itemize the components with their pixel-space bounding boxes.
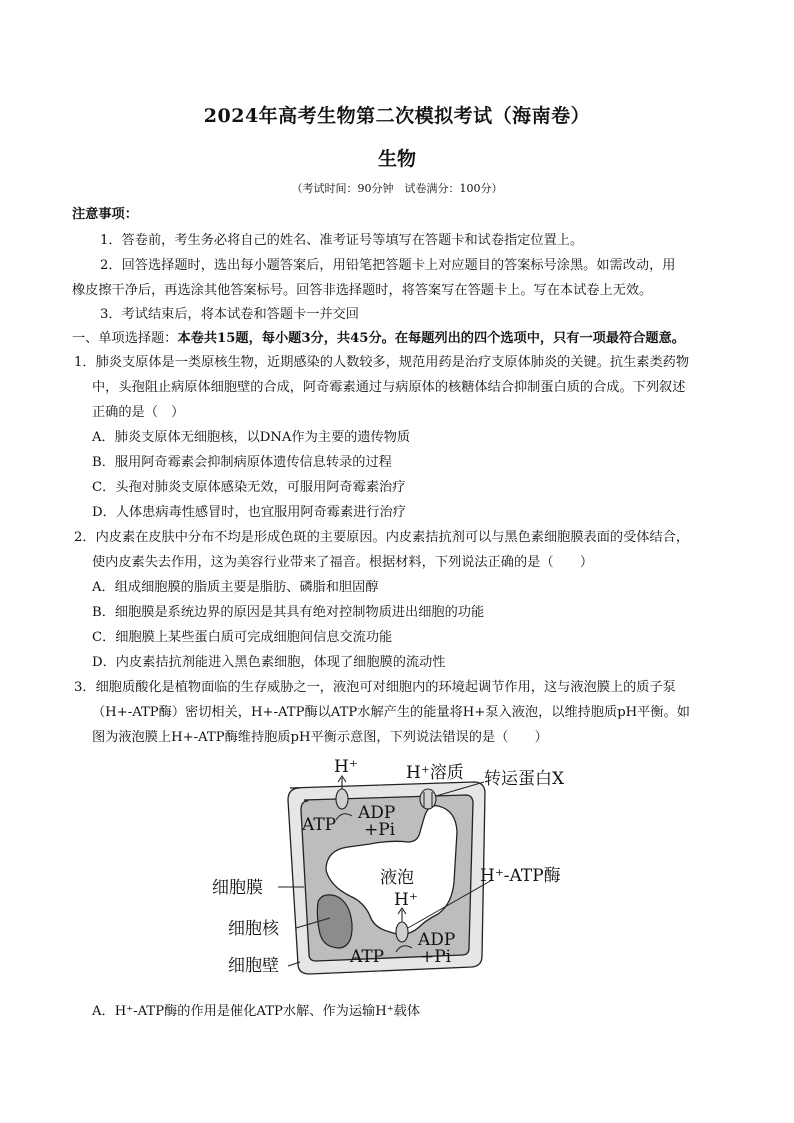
vacuole-proton-pump: [396, 922, 408, 942]
q2-stem-line-1: 2．内皮素在皮肤中分布不均是形成色斑的主要原因。内皮素拮抗剂可以与黑色素细胞膜表面的受体结合，: [74, 530, 690, 545]
q3-option-a: A．H⁺-ATP酶的作用是催化ATP水解、作为运输H⁺载体: [92, 1004, 421, 1019]
q2-option-b: B．细胞膜是系统边界的原因是其具有绝对控制物质进出细胞的功能: [92, 605, 485, 620]
note-2-line-1: 2．回答选择题时，选出每小题答案后，用铅笔把答题卡上对应题目的答案标号涂黑。如需改动，用: [100, 258, 676, 273]
note-1: 1．答卷前，考生务必将自己的姓名、准考证号等填写在答题卡和试卷指定位置上。: [100, 233, 584, 248]
q2-option-d: D．内皮素拮抗剂能进入黑色素细胞，体现了细胞膜的流动性: [92, 655, 446, 670]
q1-option-a: A．肺炎支原体无细胞核，以DNA作为主要的遗传物质: [92, 430, 411, 445]
transporter-x: [420, 789, 436, 809]
label-transporter-x: 转运蛋白X: [484, 769, 565, 789]
label-cell-membrane: 细胞膜: [212, 878, 263, 898]
label-adp-top: ADP: [358, 803, 396, 823]
label-h-top: H⁺: [334, 757, 358, 777]
page-title: 2024年高考生物第二次模拟考试（海南卷）: [203, 105, 591, 127]
section-rest: 本卷共15题，每小题3分，共45分。在每题列出的四个选项中，只有一项最符合题意。: [177, 331, 685, 346]
note-2-line-2: 橡皮擦干净后，再选涂其他答案标号。回答非选择题时，将答案写在答题卡上。写在本试卷上无效。: [72, 283, 653, 298]
membrane-proton-pump: [336, 789, 348, 809]
label-h-mid: H⁺: [394, 890, 418, 910]
q1-stem-line-3: 正确的是（ ）: [92, 405, 185, 420]
q2-option-c: C．细胞膜上某些蛋白质可完成细胞间信息交流功能: [92, 630, 393, 645]
section-heading: [72, 330, 685, 348]
q3-stem-line-1: 3．细胞质酸化是植物面临的生存威胁之一，液泡可对细胞内的环境起调节作用，这与液泡膜上的质子泵: [74, 680, 676, 695]
note-3: 3．考试结束后，将本试卷和答题卡一并交回: [100, 307, 359, 322]
q2-option-a: A．组成细胞膜的脂质主要是脂肪、磷脂和胆固醇: [92, 580, 379, 595]
q1-option-b: B．服用阿奇霉素会抑制病原体遗传信息转录的过程: [92, 455, 392, 470]
label-atp-top: ATP: [302, 815, 337, 835]
label-vacuole: 液泡: [380, 868, 414, 888]
exam-meta: （考试时间：90分钟 试卷满分：100分）: [291, 182, 503, 195]
notes-heading: 注意事项：: [72, 207, 138, 222]
label-atp-bottom: ATP: [350, 947, 385, 967]
label-pi-bottom: +Pi: [420, 947, 452, 967]
label-h-atpase: H⁺-ATP酶: [480, 866, 561, 886]
label-adp-bottom: ADP: [418, 930, 456, 950]
q1-option-d: D．人体患病毒性感冒时，也宜服用阿奇霉素进行治疗: [92, 505, 406, 520]
q2-stem-line-2: 使内皮素失去作用，这为美容行业带来了福音。根据材料，下列说法正确的是（ ）: [92, 555, 594, 570]
q3-stem-line-3: 图为液泡膜上H+-ATP酶维持胞质pH平衡示意图，下列说法错误的是（ ）: [92, 730, 548, 745]
q1-stem-line-2: 中，头孢阻止病原体细胞壁的合成，阿奇霉素通过与病原体的核糖体结合抑制蛋白质的合成。下列叙述: [92, 380, 686, 395]
q1-option-c: C．头孢对肺炎支原体感染无效，可服用阿奇霉素治疗: [92, 480, 406, 495]
cell-diagram: [212, 752, 592, 990]
label-h-solute: H⁺溶质: [406, 763, 464, 783]
label-nucleus: 细胞核: [228, 919, 279, 939]
label-cell-wall: 细胞壁: [228, 956, 279, 976]
label-pi-top: +Pi: [364, 820, 396, 840]
subject-title: 生物: [377, 148, 416, 170]
q1-stem-line-1: 1．肺炎支原体是一类原核生物，近期感染的人数较多，规范用药是治疗支原体肺炎的关键。抗生素类药物: [74, 355, 690, 370]
section-lead: 一、单项选择题：: [72, 331, 178, 346]
q3-stem-line-2: （H+-ATP酶）密切相关，H+-ATP酶以ATP水解产生的能量将H+泵入液泡，以维持胞质pH平衡。如: [92, 705, 690, 720]
